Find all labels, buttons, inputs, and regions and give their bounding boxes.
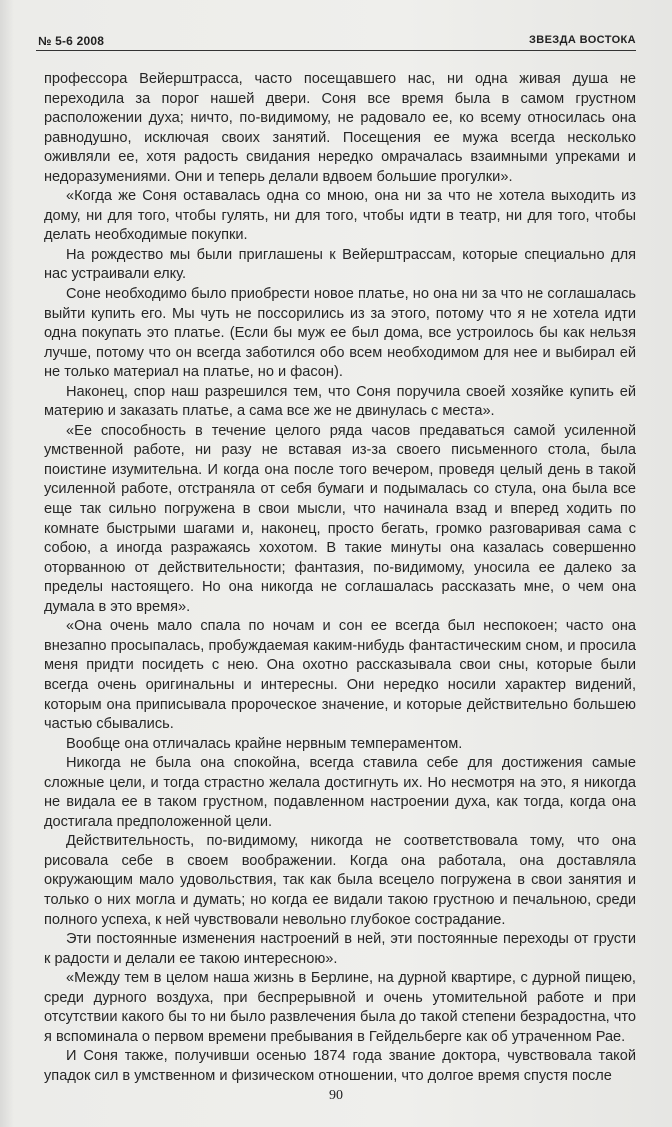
paragraph: «Между тем в целом наша жизнь в Берлине, на дурной квартире, с дурной пищею, среди дурного воздуха, при беспрерывной и очень утомительной работе и при отсутствии какого бы то ни было развлечения была до такой степени безрадостна, что я вспоминала о первом времени пребывания в Гейдельберге как об утраченном Рае. xyxy=(44,970,636,1045)
journal-title: ЗВЕЗДА ВОСТОКА xyxy=(528,34,636,46)
page-number: 90 xyxy=(329,1088,343,1103)
paragraph: Вообще она отличалась крайне нервным темпераментом. xyxy=(66,735,463,752)
paragraph: Никогда не была она спокойна, всегда ставила себе для достижения самые сложные цели, и тогда страстно желала достигнуть их. Но несмотря на это, я никогда не видала ее в таком грустном, подавленном настроении духа, как тогда, когда она достигала предположенной цели. xyxy=(44,755,636,830)
paragraph: Соне необходимо было приобрести новое платье, но она ни за что не соглашалась выйти купить его. Мы чуть не поссорились из за этого, потому что я не хотела идти одна покупать это платье. (Если бы муж ее был дома, все устроилось бы как нельзя лучше, потому что он всегда заботился обо всем необходимом для нее и выбирал ей не только материал на платье, но и фасон). xyxy=(44,286,636,381)
paragraph: «Когда же Соня оставалась одна со мною, она ни за что не хотела выходить из дому, ни для того, чтобы гулять, ни для того, чтобы идти в театр, ни для того, чтобы делать необходимые покупки. xyxy=(44,188,636,244)
paragraph: «Она очень мало спала по ночам и сон ее всегда был неспокоен; часто она внезапно просыпалась, пробуждаемая каким-нибудь фантастическим сном, и просила меня придти посидеть с нею. Она охотно рассказывала свои сны, которые были всегда очень оригинальны и интересны. Они нередко носили характер видений, которым она приписывала пророческое значение, и которые действительно большею частью сбывались. xyxy=(44,618,636,733)
paragraph: Наконец, спор наш разрешился тем, что Соня поручила своей хозяйке купить ей материю и заказать платье, а сама все же не двинулась с места». xyxy=(44,383,636,420)
article-body xyxy=(44,70,636,1084)
paragraph: На рождество мы были приглашены к Вейерштрассам, которые специально для нас устраивали елку. xyxy=(44,246,636,283)
paragraph: Эти постоянные изменения настроений в ней, эти постоянные переходы от грусти к радости и делали ее такою интересною». xyxy=(44,931,636,967)
running-header xyxy=(36,32,636,51)
paragraph: профессора Вейерштрасса, часто посещавшего нас, ни одна живая душа не переходила за порог нашей двери. Соня все время была в самом грустном расположении духа; ничто, по-видимому, не радовало ее, ко всему относилась она равнодушно, исключая своих занятий. Посещения ее мужа всегда несколько оживляли ее, хотя радость свидания нередко омрачалась взаимными упреками и недоразумениями. Они и теперь делали вдвоем большие прогулки». xyxy=(44,71,636,185)
paragraph: «Ее способность в течение целого ряда часов предаваться самой усиленной умственной работе, ни разу не вставая из-за своего письменного стола, была поистине изумительна. И когда она после того вечером, проведя целый день в такой усиленной работе, отстраняла от себя бумаги и подымалась со стула, она была все еще так сильно погружена в свои мысли, что начинала взад и вперед ходить по комнате быстрыми шагами и, наконец, просто бегать, громко разговаривая сама с собою, а иногда разражаясь хохотом. В такие минуты она казалась совершенно оторванною от действительности; фантазия, по-видимому, уносила ее далеко за пределы настоящего. Но она никогда не соглашалась рассказать мне, о чем она думала в это время». xyxy=(44,422,636,615)
paragraph: Действительность, по-видимому, никогда не соответствовала тому, что она рисовала себе в своем воображении. Когда она работала, она доставляла окружающим мало удовольствия, так как была всецело погружена в свои занятия и только о них могла и думать; но когда ее видали такою грустною и печальною, среди полного успеха, к ней чувствовали невольно глубокое сострадание. xyxy=(44,833,636,928)
paragraph: И Соня также, получивши осенью 1874 года звание доктора, чувствовала такой упадок сил в умственном и физическом отношении, что долгое время спустя после xyxy=(44,1048,636,1084)
issue-number: № 5-6 2008 xyxy=(38,34,105,48)
